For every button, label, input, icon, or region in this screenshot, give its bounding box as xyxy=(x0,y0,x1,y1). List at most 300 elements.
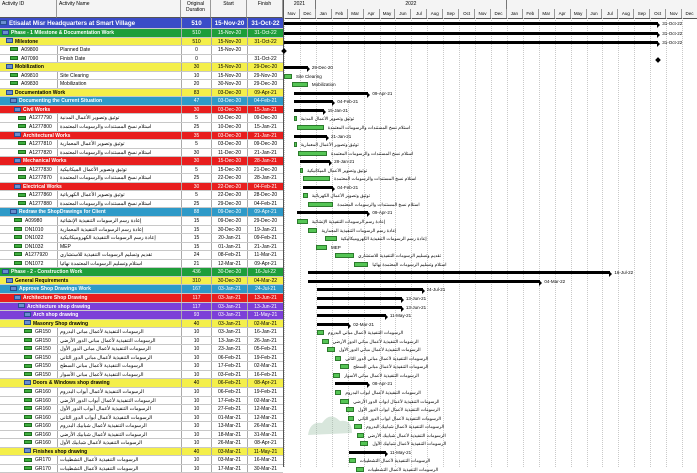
summary-bar[interactable] xyxy=(284,66,308,69)
cell-activity-id xyxy=(0,303,181,311)
bar-label: الرسومات التنفيذية لأعمال أبواب البدروم xyxy=(345,389,421,395)
cell-duration: 10 xyxy=(181,362,211,370)
cell-activity-name: إعادة رسم الرسومات التنفيذية المعمارية xyxy=(57,226,181,234)
cell-finish: 21-Jan-21 xyxy=(247,149,283,157)
col-header-activity-id[interactable]: Activity ID xyxy=(0,0,57,18)
cell-activity-name: الرسومات التنفيذية لأعمال شبابيك الأرضي xyxy=(57,431,181,439)
cell-start: 03-Jan-21 xyxy=(211,328,247,336)
activity-bar-icon xyxy=(24,458,32,462)
wbs-row[interactable] xyxy=(0,311,283,320)
activity-row[interactable] xyxy=(0,174,283,183)
activity-bar[interactable] xyxy=(360,441,368,446)
bar-label: 02-Mar-21 xyxy=(353,321,375,327)
cell-activity-id xyxy=(0,191,57,199)
activity-bar-icon xyxy=(24,364,32,368)
timeline-month: May xyxy=(571,9,587,18)
cell-activity-name: الرسومات التنفيذية لأعمال مباني الدور الأرضي xyxy=(57,337,181,345)
activity-row[interactable] xyxy=(0,260,283,269)
cell-activity-id xyxy=(0,243,57,251)
cell-finish: 28-Dec-20 xyxy=(247,191,283,199)
activity-bar[interactable] xyxy=(356,467,364,472)
wbs-row[interactable] xyxy=(0,294,283,303)
wbs-row[interactable] xyxy=(0,157,283,166)
activity-bar[interactable] xyxy=(340,399,350,404)
cell-activity-id xyxy=(0,294,181,302)
cell-finish: 04-Mar-22 xyxy=(247,277,283,285)
cell-duration: 21 xyxy=(181,260,211,268)
cell-start: 06-Feb-21 xyxy=(211,354,247,362)
cell-start: 17-Mar-21 xyxy=(211,465,247,473)
cell-duration: 30 xyxy=(181,157,211,165)
cell-activity-id xyxy=(0,379,181,387)
cell-duration: 10 xyxy=(181,405,211,413)
wbs-row[interactable] xyxy=(0,285,283,294)
activity-row[interactable] xyxy=(0,439,283,448)
cell-activity-name: الرسومات التنفيذية لأعمال مباني الأسوار xyxy=(57,371,181,379)
grid-line xyxy=(507,18,508,467)
activity-bar[interactable] xyxy=(292,82,308,87)
activity-bar[interactable] xyxy=(340,364,350,369)
milestone-diamond[interactable] xyxy=(655,57,661,63)
cell-duration: 15 xyxy=(181,234,211,242)
activity-bar[interactable] xyxy=(300,168,303,173)
cell-activity-id xyxy=(0,397,57,405)
wbs-row[interactable] xyxy=(0,63,283,72)
cell-activity-id xyxy=(0,80,57,88)
summary-bar[interactable] xyxy=(284,32,658,35)
activity-bar[interactable] xyxy=(297,125,324,130)
cell-start: 29-Dec-20 xyxy=(211,200,247,208)
cell-activity-id xyxy=(0,328,57,336)
activity-bar[interactable] xyxy=(335,390,341,395)
cell-activity-id xyxy=(0,465,57,473)
activity-bar-icon xyxy=(10,81,18,85)
cell-activity-id xyxy=(0,422,57,430)
wbs-row[interactable] xyxy=(0,208,283,217)
cell-activity-name: استلام وتسليم الرسومات المعتمدة نهائيا xyxy=(57,260,181,268)
wbs-row[interactable] xyxy=(0,183,283,192)
cell-finish: 24-Jul-21 xyxy=(247,285,283,293)
activity-id-text: DN1010 xyxy=(25,226,44,233)
col-header-finish[interactable]: Finish xyxy=(247,0,283,18)
activity-row[interactable] xyxy=(0,422,283,431)
bar-label: 13-Jun-21 xyxy=(405,304,427,310)
activity-row[interactable] xyxy=(0,397,283,406)
cell-duration: 5 xyxy=(181,114,211,122)
activity-row[interactable] xyxy=(0,200,283,209)
activity-id-text: Redraw the ShopDrawings for Client xyxy=(19,209,106,216)
grid-line xyxy=(682,18,683,467)
wbs-row[interactable] xyxy=(0,106,283,115)
activity-bar-icon xyxy=(18,175,26,179)
wbs-row[interactable] xyxy=(0,448,283,457)
timeline-year-tail xyxy=(507,0,697,9)
activity-bar[interactable] xyxy=(327,347,335,352)
cell-start: 06-Feb-21 xyxy=(211,388,247,396)
wbs-folder-icon xyxy=(0,20,7,25)
summary-bar[interactable] xyxy=(308,271,611,274)
bar-label: MEP xyxy=(330,244,341,250)
summary-bar[interactable] xyxy=(284,22,658,25)
col-header-activity-name[interactable]: Activity Name xyxy=(57,0,181,18)
bar-label: 04-Feb-21 xyxy=(337,98,359,104)
cell-duration: 30 xyxy=(181,63,211,71)
wbs-row[interactable] xyxy=(0,268,283,277)
cell-start: 22-Dec-20 xyxy=(211,183,247,191)
cell-duration: 10 xyxy=(181,465,211,473)
timeline-month: Sep xyxy=(443,9,459,18)
cell-activity-id xyxy=(0,200,57,208)
activity-row[interactable] xyxy=(0,80,283,89)
activity-id-text: A1277860 xyxy=(29,192,52,199)
cell-duration: 10 xyxy=(181,72,211,80)
activity-row[interactable] xyxy=(0,337,283,346)
activity-row[interactable] xyxy=(0,234,283,243)
cell-duration: 10 xyxy=(181,439,211,447)
activity-bar-icon xyxy=(24,372,32,376)
activity-row[interactable] xyxy=(0,72,283,81)
cell-activity-name: الرسومات التنفيذية لأعمال أبواب الدور الأرضي xyxy=(57,397,181,405)
timeline-month: Nov xyxy=(284,9,300,18)
cell-start: 17-Feb-21 xyxy=(211,397,247,405)
summary-bar[interactable] xyxy=(294,92,369,95)
activity-id-text: GR150 xyxy=(35,363,51,370)
timeline-month: Jan xyxy=(507,9,523,18)
wbs-row[interactable] xyxy=(0,89,283,98)
cell-finish: 29-Dec-20 xyxy=(247,63,283,71)
activity-bar-icon xyxy=(24,423,32,427)
cell-duration: 40 xyxy=(181,448,211,456)
activity-row[interactable] xyxy=(0,354,283,363)
summary-bar[interactable] xyxy=(317,288,422,291)
grid-line xyxy=(634,18,635,467)
activity-id-text: Architecture Shop Drawing xyxy=(23,294,88,301)
cell-activity-id xyxy=(0,38,181,46)
activity-id-text: GR160 xyxy=(35,406,51,413)
timeline-month: Oct xyxy=(459,9,475,18)
cell-start: 22-Dec-20 xyxy=(211,191,247,199)
cell-duration: 0 xyxy=(181,55,211,63)
activity-bar[interactable] xyxy=(322,339,328,344)
activity-id-text: Approve Shop Drawings Work xyxy=(19,286,91,293)
cell-activity-name: الرسومات التنفيذية لأعمال شبابيك البدروم xyxy=(57,422,181,430)
activity-row[interactable] xyxy=(0,46,283,55)
cell-activity-id xyxy=(0,431,57,439)
summary-bar[interactable] xyxy=(335,382,368,385)
activity-bar-icon xyxy=(10,56,18,60)
timeline-month: Sep xyxy=(634,9,650,18)
activity-row[interactable] xyxy=(0,226,283,235)
wbs-row[interactable] xyxy=(0,29,283,38)
wbs-row[interactable] xyxy=(0,97,283,106)
cell-finish: 21-Jan-21 xyxy=(247,243,283,251)
wbs-folder-icon xyxy=(10,209,17,214)
cell-activity-id xyxy=(0,311,181,319)
activity-row[interactable] xyxy=(0,251,283,260)
activity-bar-icon xyxy=(14,244,22,248)
cell-start: 09-Dec-20 xyxy=(211,217,247,225)
cell-start: 06-Feb-21 xyxy=(211,379,247,387)
activity-id-text: Masonry Shop drawing xyxy=(33,320,89,327)
cell-activity-name: الرسومات التنفيذية لأعمال مباني الدور الثاني xyxy=(57,354,181,362)
cell-activity-name: الرسومات التنفيذية لأعمال التشطيبات xyxy=(57,456,181,464)
cell-start: 15-Nov-20 xyxy=(211,38,247,46)
summary-bar[interactable] xyxy=(294,135,327,138)
wbs-folder-icon xyxy=(24,312,31,317)
cell-start: 15-Nov-20 xyxy=(211,46,247,54)
activity-bar[interactable] xyxy=(335,356,341,361)
activity-bar[interactable] xyxy=(335,253,354,258)
cell-finish: 15-Jan-21 xyxy=(247,123,283,131)
wbs-row[interactable] xyxy=(0,38,283,47)
activity-bar[interactable] xyxy=(308,228,318,233)
activity-bar[interactable] xyxy=(354,262,368,267)
cell-duration: 30 xyxy=(181,106,211,114)
cell-activity-id xyxy=(0,149,57,157)
milestone-diamond[interactable] xyxy=(281,48,287,54)
cell-activity-id xyxy=(0,174,57,182)
activity-id-text: Documenting the Current Situation xyxy=(19,98,103,105)
cell-activity-id xyxy=(0,166,57,174)
summary-bar[interactable] xyxy=(297,211,369,214)
activity-row[interactable] xyxy=(0,405,283,414)
cell-start: 09-Dec-20 xyxy=(211,208,247,216)
cell-start: 08-Feb-21 xyxy=(211,251,247,259)
activity-row[interactable] xyxy=(0,191,283,200)
summary-bar[interactable] xyxy=(294,109,324,112)
cell-activity-name: الرسومات التنفيذية لأعمال أبواب الدور الأول xyxy=(57,405,181,413)
cell-finish: 04-Feb-21 xyxy=(247,200,283,208)
activity-id-text: DN1032 xyxy=(25,243,44,250)
bar-label: الرسومات التنفيذية لأعمال أبواب الدور الأول xyxy=(358,406,440,412)
grid-line xyxy=(284,18,285,467)
activity-id-text: A09830 xyxy=(21,81,39,88)
wbs-folder-icon xyxy=(24,448,31,453)
activity-bar[interactable] xyxy=(349,458,355,463)
cell-activity-name: الرسومات التنفيذية لأعمال مباني السطح xyxy=(57,362,181,370)
wbs-folder-icon xyxy=(2,30,9,35)
activity-row[interactable] xyxy=(0,465,283,473)
cell-duration: 10 xyxy=(181,354,211,362)
activity-bar-icon xyxy=(24,398,32,402)
cell-start: 15-Nov-20 xyxy=(211,18,247,28)
wbs-folder-icon xyxy=(14,132,21,137)
cell-activity-id xyxy=(0,123,57,131)
activity-bar[interactable] xyxy=(303,176,330,181)
activity-bar[interactable] xyxy=(294,116,297,121)
cell-activity-name: توثيق وتصوير الأعمال المدنية xyxy=(57,114,181,122)
bar-label: الرسومات التنفيذية لأعمال شبابيك الأول xyxy=(372,440,447,446)
activity-table xyxy=(0,18,283,473)
activity-row[interactable] xyxy=(0,114,283,123)
cell-duration: 30 xyxy=(181,149,211,157)
activity-id-text: GR150 xyxy=(35,346,51,353)
cell-activity-name: الرسومات التنفيذية لأعمال شبابيك الأول xyxy=(57,439,181,447)
timeline-month: Aug xyxy=(618,9,634,18)
summary-bar[interactable] xyxy=(317,314,385,317)
activity-row[interactable] xyxy=(0,371,283,380)
cell-start: 15-Dec-20 xyxy=(211,157,247,165)
cell-start: 03-Mar-21 xyxy=(211,456,247,464)
activity-row[interactable] xyxy=(0,166,283,175)
bar-label: 15-Jan-21 xyxy=(327,107,349,113)
activity-id-text: Phase - 1 Milestone & Documentation Work xyxy=(11,30,114,36)
cell-finish: 09-Apr-21 xyxy=(247,208,283,216)
timeline-month: Nov xyxy=(475,9,491,18)
cell-start: 03-Dec-20 xyxy=(211,89,247,97)
cell-start: 03-Mar-21 xyxy=(211,448,247,456)
cell-finish: 13-Jun-21 xyxy=(247,294,283,302)
bar-label: الرسومات التنفيذية لأعمال أبواب الدور الثاني xyxy=(358,415,442,421)
summary-bar[interactable] xyxy=(284,41,658,44)
summary-bar[interactable] xyxy=(308,280,540,283)
cell-finish: 16-Mar-21 xyxy=(247,456,283,464)
activity-row[interactable] xyxy=(0,243,283,252)
activity-row[interactable] xyxy=(0,149,283,158)
wbs-row[interactable] xyxy=(0,303,283,312)
cell-finish: 26-Mar-21 xyxy=(247,422,283,430)
activity-row[interactable] xyxy=(0,140,283,149)
activity-row[interactable] xyxy=(0,123,283,132)
cell-duration: 30 xyxy=(181,183,211,191)
cell-start: 10-Dec-20 xyxy=(211,123,247,131)
activity-id-text: A09810 xyxy=(21,72,39,79)
gantt-timeline xyxy=(283,0,697,472)
cell-duration: 10 xyxy=(181,414,211,422)
bar-label: الرسومات التنفيذية لأعمال مباني الدور الأول xyxy=(338,346,421,352)
activity-row[interactable] xyxy=(0,362,283,371)
activity-row[interactable] xyxy=(0,345,283,354)
grid-line xyxy=(587,18,588,467)
activity-row[interactable] xyxy=(0,414,283,423)
cell-start: 03-Dec-20 xyxy=(211,132,247,140)
activity-bar[interactable] xyxy=(308,202,333,207)
col-header-original-duration[interactable]: Original Duration xyxy=(181,0,211,18)
activity-bar[interactable] xyxy=(333,373,339,378)
activity-bar-icon xyxy=(18,141,26,145)
cell-duration: 35 xyxy=(181,132,211,140)
activity-bar[interactable] xyxy=(294,142,297,147)
summary-bar[interactable] xyxy=(317,297,401,300)
cell-finish: 05-Feb-21 xyxy=(247,345,283,353)
grid-line xyxy=(555,18,556,467)
activity-bar[interactable] xyxy=(317,330,323,335)
activity-row[interactable] xyxy=(0,388,283,397)
timeline-month: Jun xyxy=(587,9,603,18)
cell-finish: 16-Feb-21 xyxy=(247,371,283,379)
cell-duration: 510 xyxy=(181,18,211,28)
cell-duration: 117 xyxy=(181,303,211,311)
activity-row[interactable] xyxy=(0,328,283,337)
bar-label: 31-Oct-22 xyxy=(662,30,683,36)
activity-row[interactable] xyxy=(0,456,283,465)
bar-label: 13-Jun-21 xyxy=(405,295,427,301)
cell-duration: 10 xyxy=(181,422,211,430)
wbs-row[interactable] xyxy=(0,132,283,141)
cell-activity-name: توثيق وتصوير الأعمال الكهربائية xyxy=(57,191,181,199)
activity-bar[interactable] xyxy=(325,236,336,241)
cell-duration: 10 xyxy=(181,456,211,464)
cell-activity-name: إعادة رسم الرسومات التنفيذية الكهروميكانيكية xyxy=(57,234,181,242)
cell-start: 13-Jan-21 xyxy=(211,337,247,345)
activity-bar-icon xyxy=(24,432,32,436)
grid-line xyxy=(459,18,460,467)
summary-bar[interactable] xyxy=(349,451,386,454)
grid-line xyxy=(602,18,603,467)
cell-duration: 436 xyxy=(181,268,211,276)
activity-bar[interactable] xyxy=(297,219,308,224)
activity-row[interactable] xyxy=(0,431,283,440)
bar-label: 11-May-21 xyxy=(389,449,412,455)
activity-id-text: A09980 xyxy=(25,218,43,225)
cell-start: 03-Dec-20 xyxy=(211,97,247,105)
timeline-month: Nov xyxy=(666,9,682,18)
activity-bar[interactable] xyxy=(303,193,308,198)
activity-row[interactable] xyxy=(0,55,283,64)
bar-label: Site Clearing xyxy=(295,73,322,79)
gantt-chart-area[interactable] xyxy=(284,18,697,472)
bar-label: 31-Oct-22 xyxy=(662,20,683,26)
wbs-row[interactable] xyxy=(0,320,283,329)
summary-bar[interactable] xyxy=(317,306,401,309)
activity-bar[interactable] xyxy=(316,245,327,250)
bar-label: استلام نسخ المستندات والرسومات المعتمدة xyxy=(330,150,414,156)
cell-finish: 08-Apr-21 xyxy=(247,379,283,387)
activity-bar[interactable] xyxy=(298,151,327,156)
cell-finish: 11-May-21 xyxy=(247,448,283,456)
wbs-row[interactable] xyxy=(0,18,283,29)
cell-activity-name: استلام نسخ المستندات والرسومات المعتمدة xyxy=(57,123,181,131)
cell-duration: 10 xyxy=(181,371,211,379)
summary-bar[interactable] xyxy=(300,160,330,163)
activity-bar-icon xyxy=(24,389,32,393)
cell-start: 20-Jan-21 xyxy=(211,234,247,242)
col-header-start[interactable]: Start xyxy=(211,0,247,18)
activity-bar[interactable] xyxy=(284,74,292,79)
timeline-month: Jan xyxy=(316,9,332,18)
wbs-row[interactable] xyxy=(0,277,283,286)
cell-finish: 21-Dec-20 xyxy=(247,166,283,174)
summary-bar[interactable] xyxy=(303,186,333,189)
cell-finish: 31-Oct-22 xyxy=(247,29,283,37)
cell-activity-name: استلام نسخ المستندات والرسومات المعتمدة xyxy=(57,149,181,157)
bar-label: الرسومات التنفيذية لأعمال أبواب الدور الأرضي xyxy=(353,398,440,404)
cell-start: 26-Mar-21 xyxy=(211,439,247,447)
timeline-month: Feb xyxy=(332,9,348,18)
cell-duration: 0 xyxy=(181,46,211,54)
wbs-folder-icon xyxy=(24,320,31,325)
cell-activity-id xyxy=(0,72,57,80)
bar-label: استلام نسخ المستندات والرسومات المعتمدة xyxy=(327,124,411,130)
wbs-row[interactable] xyxy=(0,379,283,388)
activity-id-text: Mobilization xyxy=(15,64,44,71)
cell-activity-name: MEP xyxy=(57,243,181,251)
bar-label: 08-Apr-21 xyxy=(372,380,393,386)
activity-row[interactable] xyxy=(0,217,283,226)
summary-bar[interactable] xyxy=(294,100,334,103)
activity-id-text: Milestone xyxy=(15,38,39,45)
bar-label: 16-Jul-22 xyxy=(614,269,634,275)
summary-bar[interactable] xyxy=(317,323,349,326)
bar-label: توثيق وتصوير الأعمال المدنية xyxy=(300,115,355,121)
activity-bar-icon xyxy=(10,47,18,51)
cell-activity-id xyxy=(0,439,57,447)
cell-start: 03-Jan-21 xyxy=(211,285,247,293)
grid-line xyxy=(491,18,492,467)
cell-activity-id xyxy=(0,157,181,165)
cell-duration: 310 xyxy=(181,277,211,285)
cell-finish: 16-Jul-22 xyxy=(247,268,283,276)
